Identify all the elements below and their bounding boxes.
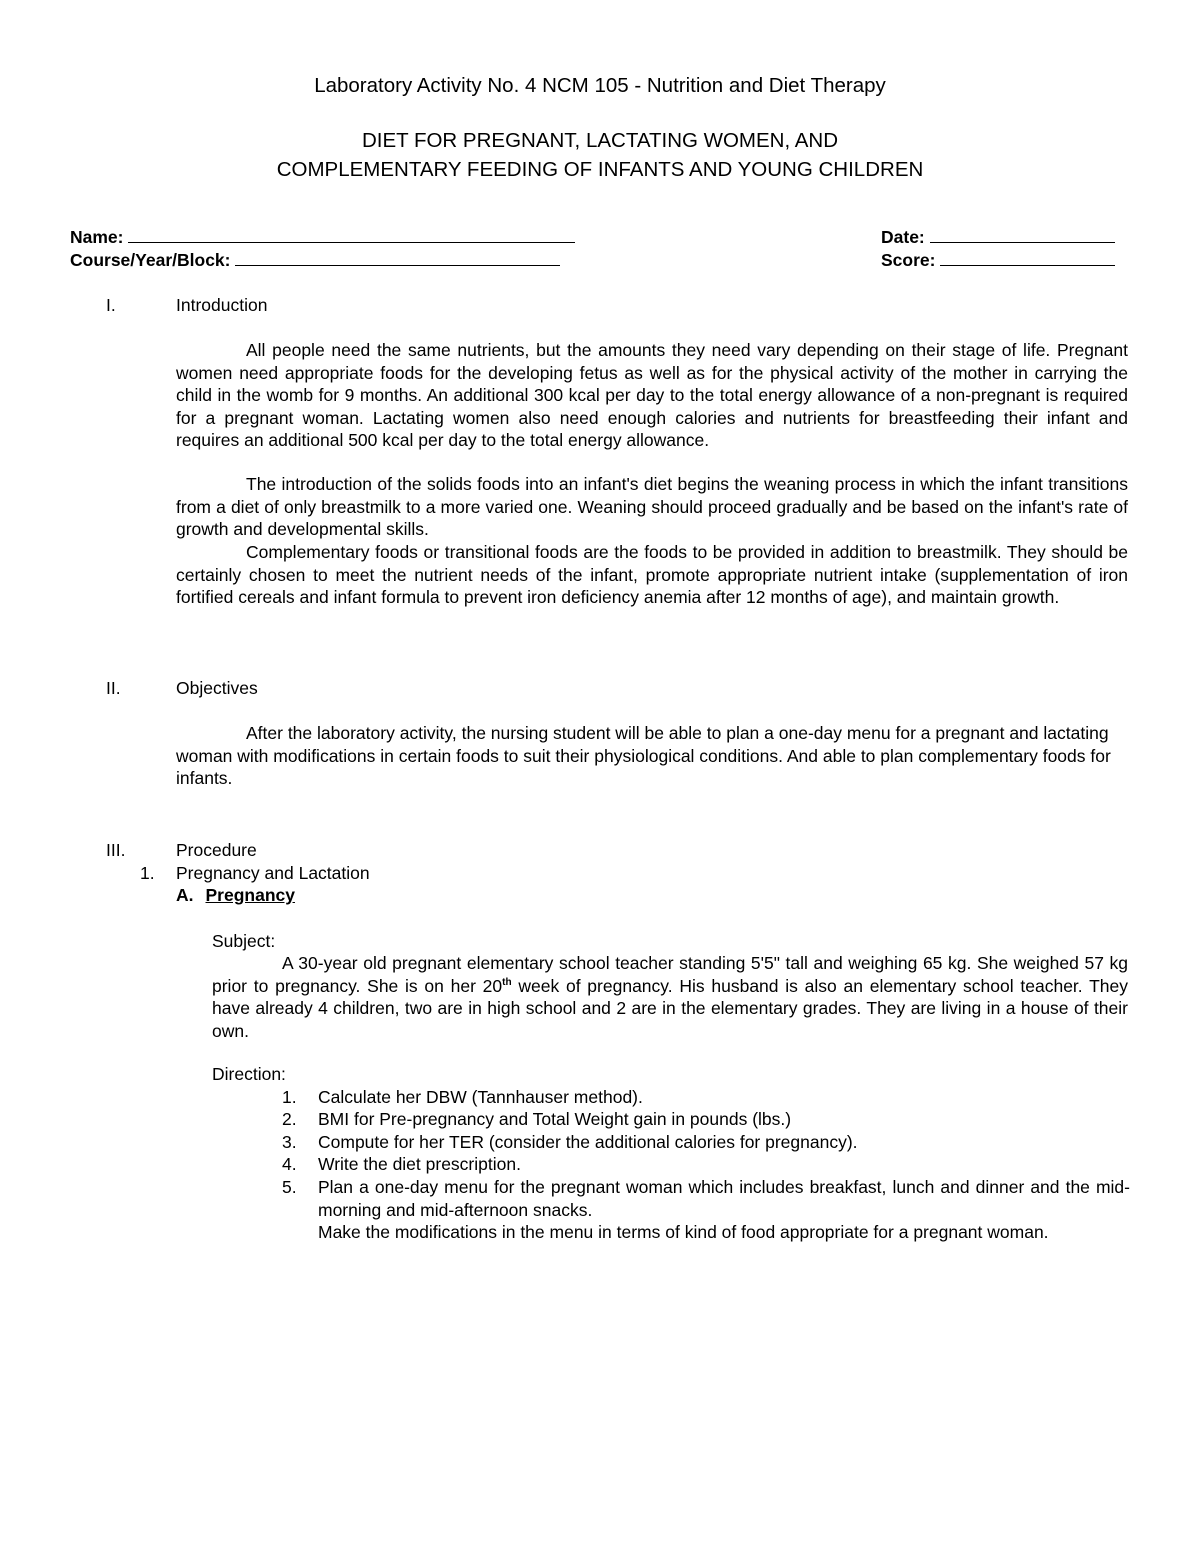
- intro-paragraph-1: [176, 339, 1128, 452]
- direction-label: Direction:: [212, 1064, 286, 1084]
- objectives-paragraph: [176, 722, 1128, 790]
- course-field[interactable]: [70, 249, 560, 272]
- subsection-a-letter: A.: [176, 885, 194, 905]
- direction-text: [318, 1176, 1130, 1244]
- section-title-procedure: Procedure: [176, 840, 257, 860]
- direction-text: Compute for her TER (consider the additional calories for pregnancy).: [318, 1132, 858, 1152]
- subject-text-a: A 30-year old pregnant elementary school teacher standing 5'5" tall and weighing 65 kg. She weighed 57 kg prior to pregnancy. She is on her 20: [212, 953, 1128, 996]
- intro-paragraph-3: [176, 541, 1128, 609]
- name-label: Name:: [70, 227, 124, 247]
- subsection-a-title: Pregnancy: [205, 885, 295, 905]
- subtitle-line-1: DIET FOR PREGNANT, LACTATING WOMEN, AND: [361, 129, 839, 152]
- direction-5-text: Plan a one-day menu for the pregnant woman which includes breakfast, lunch and dinner and the mid-morning and mid-afternoon snacks.: [318, 1177, 1130, 1220]
- section-number-procedure: III.: [106, 840, 126, 860]
- document-title: Laboratory Activity No. 4 NCM 105 - Nutrition and Diet Therapy: [314, 74, 886, 97]
- name-field[interactable]: [70, 226, 575, 249]
- intro-paragraph-3-text: Complementary foods or transitional foods are the foods to be provided in addition to breastmilk. They should be certainly chosen to meet the nutrient needs of the infant, promote appropriate nutrient intake (supplementation of iron fortified cereals and infant formula to prevent iron deficiency anemia after 12 months of age), and maintain growth.: [176, 542, 1128, 607]
- direction-text: BMI for Pre-pregnancy and Total Weight gain in pounds (lbs.): [318, 1109, 792, 1129]
- course-blank[interactable]: [235, 250, 560, 266]
- direction-number: 4.: [282, 1154, 297, 1174]
- subsection-a-heading: [176, 884, 295, 907]
- direction-number: 5.: [282, 1177, 297, 1197]
- document-subtitle: [0, 126, 1200, 184]
- date-label: Date:: [881, 227, 925, 247]
- direction-number: 1.: [282, 1087, 297, 1107]
- section-number-introduction: I.: [106, 295, 116, 315]
- direction-number: 2.: [282, 1109, 297, 1129]
- course-label: Course/Year/Block:: [70, 250, 231, 270]
- section-number-objectives: II.: [106, 678, 121, 698]
- direction-text: Calculate her DBW (Tannhauser method).: [318, 1087, 643, 1107]
- date-field[interactable]: [881, 226, 1115, 249]
- objectives-paragraph-text: After the laboratory activity, the nursing student will be able to plan a one-day menu for a pregnant and lactating woman with modifications in certain foods to suit their physiological conditions. And able to plan complementary foods for infants.: [176, 723, 1111, 788]
- subject-paragraph: [212, 952, 1128, 1042]
- date-blank[interactable]: [930, 227, 1115, 243]
- intro-paragraph-1-text: All people need the same nutrients, but the amounts they need vary depending on their stage of life. Pregnant women need appropriate foods for the developing fetus as well as for the physical activity of the mother in carrying the child in the womb for 9 months. An additional 300 kcal per day to the total energy allowance of a non-pregnant is required for a pregnant woman. Lactating women also need enough calories and nutrients for breastfeeding their infant and requires an additional 500 kcal per day to the total energy allowance.: [176, 340, 1128, 450]
- subtitle-line-2: COMPLEMENTARY FEEDING OF INFANTS AND YOUNG CHILDREN: [276, 158, 924, 181]
- direction-text: Write the diet prescription.: [318, 1154, 521, 1174]
- score-field[interactable]: [881, 249, 1115, 272]
- procedure-item-1-label: Pregnancy and Lactation: [176, 863, 370, 883]
- subject-superscript: th: [502, 976, 512, 988]
- section-title-objectives: Objectives: [176, 678, 258, 698]
- section-title-introduction: Introduction: [176, 295, 268, 315]
- score-blank[interactable]: [940, 250, 1115, 266]
- subject-text-b: week of pregnancy. His husband is also an elementary school teacher. They have already 4 children, two are in high school and 2 are in the elementary grades. They are living in a house of their own.: [212, 975, 1128, 1041]
- intro-paragraph-2-text: The introduction of the solids foods into an infant's diet begins the weaning process in which the infant transitions from a diet of only breastmilk to a more varied one. Weaning should proceed gradually and be based on the infant's rate of growth and developmental skills.: [176, 474, 1128, 539]
- intro-paragraph-2: [176, 473, 1128, 541]
- direction-5-extra: Make the modifications in the menu in terms of kind of food appropriate for a pregnant woman.: [318, 1222, 1049, 1242]
- name-blank[interactable]: [128, 227, 575, 243]
- direction-number: 3.: [282, 1132, 297, 1152]
- score-label: Score:: [881, 250, 936, 270]
- subject-label: Subject:: [212, 931, 276, 951]
- procedure-item-1-number: 1.: [140, 863, 155, 883]
